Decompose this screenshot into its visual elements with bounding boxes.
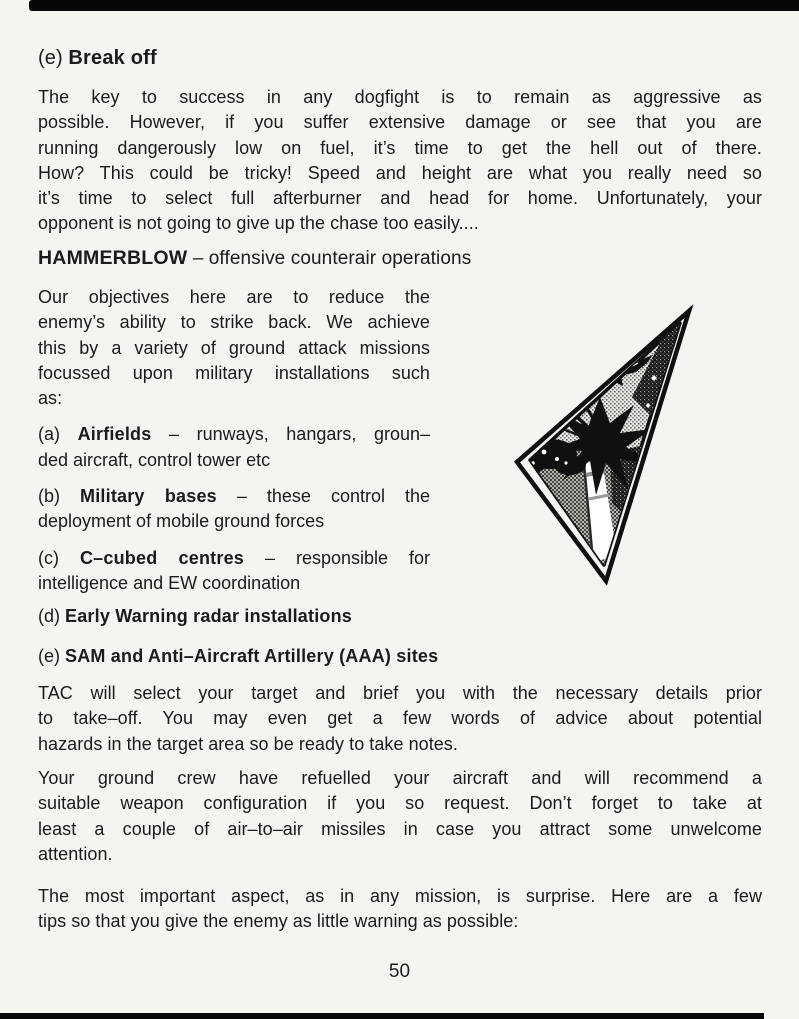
objectives-column: [38, 285, 430, 596]
text-line: focussed upon military installations such: [38, 362, 430, 383]
text-line: enemy’s ability to strike back. We achieve: [38, 312, 430, 333]
target-line: [38, 546, 430, 571]
target-line: [38, 422, 430, 447]
text-line: Your ground crew have refuelled your aircraft and will recommend a: [38, 768, 762, 788]
heading-prefix: (e): [38, 47, 69, 69]
text-line: running dangerously low on fuel, it’s time to get the hell out of there.: [38, 137, 762, 158]
item-term: SAM and Anti–Aircraft Artillery (AAA) sites: [65, 646, 439, 666]
item-text: – responsible for: [244, 547, 430, 568]
heading-subtitle: – offensive counterair operations: [187, 248, 472, 269]
paragraph-objectives: [38, 285, 430, 411]
item-text: – runways, hangars, groun–: [151, 424, 431, 445]
target-line: intelligence and EW coordination: [38, 572, 301, 593]
text-line: suitable weapon configuration if you so request. Don’t forget to take at: [38, 793, 762, 814]
paragraph-dogfight: [38, 85, 762, 237]
paragraph-tac-briefing: [38, 681, 762, 757]
section-heading-hammerblow: [38, 246, 471, 271]
target-item-sam-aaa: [38, 644, 762, 669]
section-heading-break-off: [38, 46, 157, 70]
item-term: Early Warning radar installations: [65, 606, 353, 626]
text-line: tips so that you give the enemy as little warning as possible:: [38, 911, 519, 932]
target-line: [38, 484, 430, 509]
page-number: 50: [388, 961, 411, 982]
text-line: this by a variety of ground attack missions: [38, 337, 430, 358]
text-line: How? This could be tricky! Speed and height are what you really need so: [38, 162, 762, 183]
text-line: it’s time to select full afterburner and head for home. Unfortunately, your: [38, 188, 762, 209]
text-line: opponent is not going to give up the chase too easily....: [38, 213, 479, 234]
target-item-c-cubed-centres: [38, 546, 430, 597]
target-line: deployment of mobile ground forces: [38, 511, 325, 532]
text-line: attention.: [38, 843, 113, 864]
scan-artifact-top-bar: [29, 0, 799, 11]
item-term: Airfields: [77, 424, 152, 445]
heading-title: HAMMERBLOW: [38, 247, 188, 269]
paragraph-surprise: [38, 884, 762, 935]
item-term: Military bases: [80, 486, 217, 507]
item-prefix: (c): [38, 547, 80, 568]
item-prefix: (b): [38, 486, 81, 507]
item-prefix: (a): [38, 424, 78, 445]
item-text: – these control the: [216, 486, 431, 507]
text-line: TAC will select your target and brief you with the necessary details prior: [38, 683, 762, 703]
target-item-military-bases: [38, 484, 430, 535]
text-line: The most important aspect, as in any mission, is surprise. Here are a few: [38, 886, 762, 906]
text-line: possible. However, if you suffer extensive damage or see that you are: [38, 112, 762, 133]
text-line: as:: [38, 388, 63, 409]
item-term: C–cubed centres: [79, 547, 244, 568]
item-prefix: (e): [38, 646, 65, 666]
text-line: Our objectives here are to reduce the: [38, 287, 430, 307]
item-prefix: (d): [38, 606, 65, 626]
target-item-early-warning: [38, 604, 762, 629]
text-line: to take–off. You may even get a few words of advice about potential: [38, 708, 762, 729]
scan-artifact-bottom-bar: [0, 1013, 764, 1019]
heading-title: Break off: [68, 47, 157, 69]
target-line: ded aircraft, control tower etc: [38, 449, 271, 470]
text-line: least a couple of air–to–air missiles in case you attract some unwelcome: [38, 818, 762, 839]
text-line: The key to success in any dogfight is to remain as aggressive as: [38, 87, 762, 107]
paragraph-ground-crew: [38, 766, 762, 867]
text-line: hazards in the target area so be ready to take notes.: [38, 733, 458, 754]
target-item-airfields: [38, 422, 430, 473]
mission-badge-illustration: [502, 303, 704, 587]
